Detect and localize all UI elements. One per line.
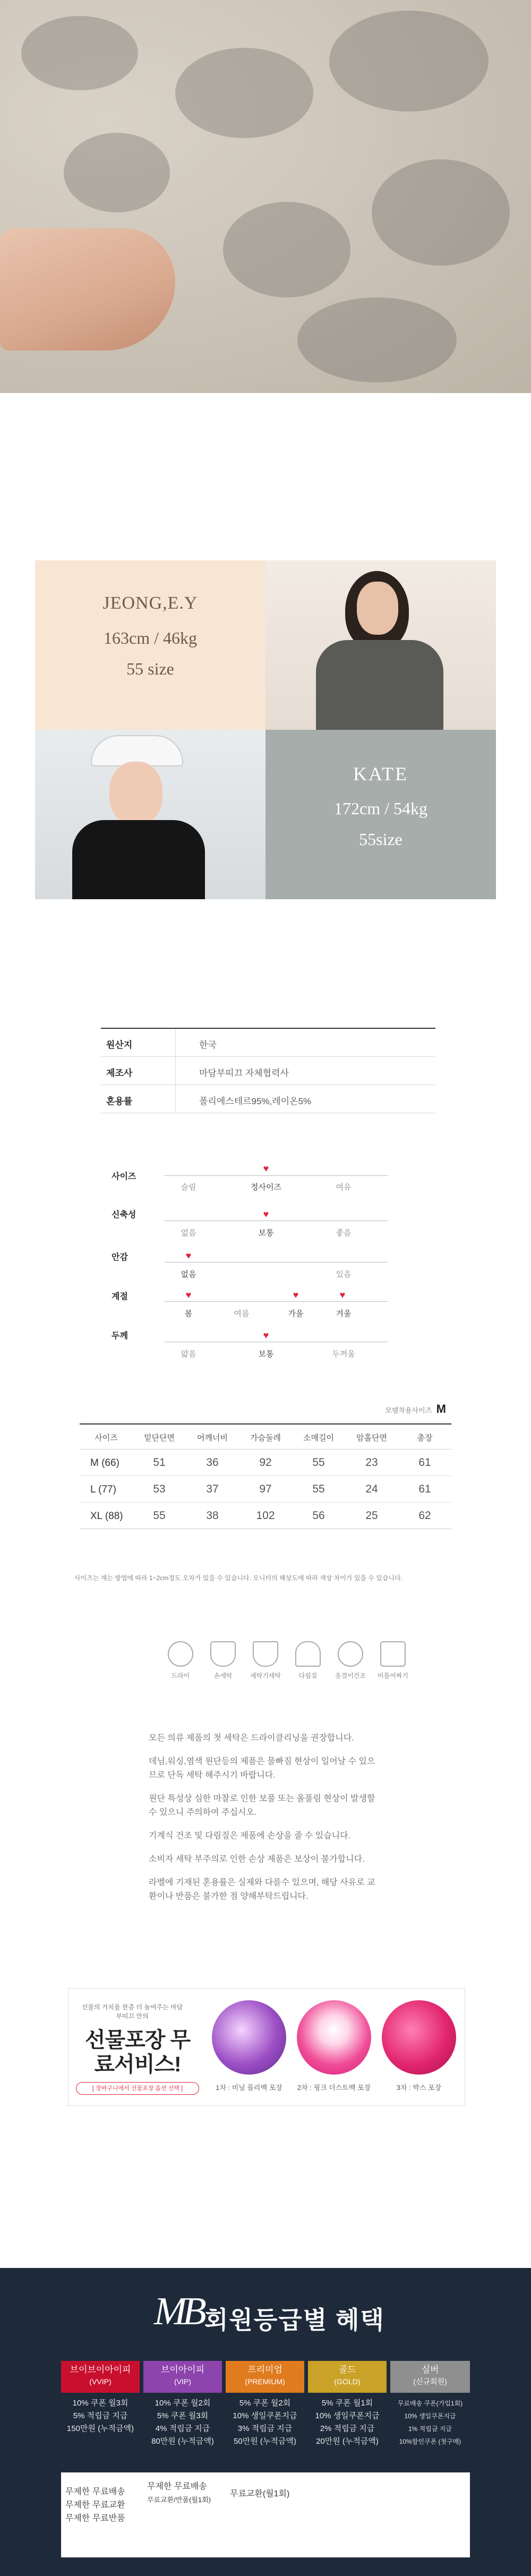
tier-benefit: 2% 적립금 지급 bbox=[320, 2424, 375, 2433]
fit-option: 얇음 bbox=[181, 1350, 196, 1359]
fit-selected-marker: ♥ bbox=[293, 1290, 299, 1300]
model-name-kate: KATE bbox=[353, 763, 408, 784]
fit-option: 두꺼움 bbox=[332, 1350, 355, 1359]
fit-option: 보통 bbox=[258, 1350, 274, 1359]
tier-code: (VIP) bbox=[174, 2377, 191, 2386]
care-label: 비틀어짜기 bbox=[378, 1672, 408, 1679]
size-cell: 51 bbox=[153, 1456, 166, 1469]
gift-caption: 2차 : 핑크 더스트백 포장 bbox=[297, 2084, 371, 2092]
tier-benefit: 10% 생일쿠폰지급 bbox=[315, 2411, 380, 2420]
model-photo-kate bbox=[35, 730, 266, 899]
size-cell: 23 bbox=[365, 1456, 378, 1469]
info-value: 한국 bbox=[199, 1040, 217, 1050]
model-stats-jeong: 163cm / 46kg bbox=[104, 628, 197, 647]
care-note: 데님,워싱,염색 원단등의 제품은 물빠짐 현상이 일어날 수 있으므로 단독 세탁 해주시기 바랍니다. bbox=[149, 1757, 375, 1780]
tier-code: (PREMIUM) bbox=[245, 2377, 285, 2386]
fit-option: 여름 bbox=[234, 1309, 250, 1318]
model-size-note bbox=[372, 1402, 446, 1416]
size-header: 어깨너비 bbox=[197, 1434, 228, 1443]
care-note: 모든 의류 제품의 첫 세탁은 드라이클리닝을 권장합니다. bbox=[149, 1734, 354, 1743]
extra-benefit: 무제한 무료반품 bbox=[65, 2514, 125, 2523]
tier-silver bbox=[390, 2361, 470, 2462]
no-bleach-icon bbox=[253, 1641, 278, 1667]
care-note: 소비자 세탁 부주의로 인한 손상 제품은 보상이 불가합니다. bbox=[149, 1855, 365, 1864]
hand-wash-icon bbox=[210, 1641, 236, 1667]
size-header: 밑단단면 bbox=[144, 1434, 175, 1443]
care-note: 기계식 건조 및 다림질은 제품에 손상을 줄 수 있습니다. bbox=[149, 1831, 351, 1840]
extra-benefit-group bbox=[65, 2485, 125, 2525]
size-cell: 37 bbox=[206, 1483, 219, 1495]
tier-vip bbox=[143, 2361, 222, 2462]
size-header: 소매길이 bbox=[303, 1434, 334, 1443]
fit-option: 없음 bbox=[181, 1229, 196, 1238]
extra-benefit-group bbox=[147, 2480, 211, 2506]
size-header: 총장 bbox=[417, 1434, 433, 1443]
fit-label-season: 계절 bbox=[112, 1292, 128, 1301]
extra-benefit: 무제한 무료배송 bbox=[147, 2482, 207, 2491]
fit-selected-marker: ♥ bbox=[263, 1209, 269, 1219]
fit-selected-marker: ♥ bbox=[263, 1163, 269, 1174]
model-name-jeong: JEONG,E.Y bbox=[102, 593, 198, 613]
brand-logo: MB bbox=[154, 2290, 202, 2333]
tier-benefit: 무료배송 쿠폰(가입1회) bbox=[397, 2400, 463, 2407]
care-label: 드라이 bbox=[171, 1672, 190, 1679]
size-cell: 53 bbox=[153, 1483, 166, 1495]
fit-selected-marker: ♥ bbox=[185, 1290, 192, 1300]
fit-scale bbox=[101, 1163, 430, 1392]
membership-extra bbox=[61, 2472, 470, 2557]
tier-benefit: 10% 쿠폰 월2회 bbox=[155, 2399, 211, 2408]
model-size-value: M bbox=[436, 1402, 446, 1415]
size-cell: 55 bbox=[312, 1456, 325, 1469]
fit-option: 정사이즈 bbox=[251, 1183, 281, 1192]
model-stats-kate: 172cm / 54kg bbox=[334, 799, 427, 818]
fit-option: 슬림 bbox=[181, 1183, 196, 1192]
care-label: 손세탁 bbox=[213, 1672, 233, 1679]
size-cell: 24 bbox=[365, 1483, 378, 1495]
tier-benefit: 5% 쿠폰 월3회 bbox=[157, 2411, 209, 2420]
fit-selected-marker: ♥ bbox=[263, 1330, 269, 1341]
tier-name: 실버 bbox=[421, 2365, 439, 2375]
model-size-jeong: 55 size bbox=[126, 659, 174, 678]
tier-benefit: 10% 생일쿠폰지급 bbox=[404, 2412, 456, 2420]
product-detail-photo bbox=[0, 0, 531, 393]
fit-option: 없음 bbox=[181, 1270, 196, 1279]
tier-benefit: 5% 쿠폰 월2회 bbox=[239, 2399, 291, 2408]
care-note: 라벨에 기재된 혼용률은 실제와 다를수 있으며, 해당 사유로 교환이나 반품은 불가한 점 양해부탁드립니다. bbox=[149, 1878, 375, 1901]
model-size-note-label: 모델착용사이즈 bbox=[385, 1406, 432, 1414]
care-notes bbox=[149, 1731, 382, 1904]
tier-name: 프리미엄 bbox=[247, 2365, 282, 2375]
info-value: 폴리에스테르95%,레이온5% bbox=[199, 1096, 312, 1106]
size-row-label: M (66) bbox=[90, 1457, 119, 1469]
model-info-section bbox=[35, 560, 496, 899]
size-cell: 55 bbox=[153, 1509, 166, 1522]
info-label: 혼용률 bbox=[106, 1096, 133, 1106]
size-cell: 55 bbox=[312, 1483, 325, 1495]
tier-gold bbox=[308, 2361, 387, 2462]
tier-benefit: 3% 적립금 지급 bbox=[237, 2424, 293, 2433]
care-label: 다림질 bbox=[298, 1672, 318, 1679]
tier-benefit: 10%할인쿠폰 (첫구매) bbox=[399, 2438, 461, 2445]
dry-clean-icon bbox=[168, 1641, 193, 1667]
fit-option: 좋음 bbox=[336, 1229, 352, 1238]
size-cell: 92 bbox=[259, 1456, 272, 1469]
extra-benefit: 무제한 무료배송 bbox=[65, 2487, 125, 2496]
gift-photo-1 bbox=[212, 2000, 286, 2075]
tier-benefit: 1% 적립금 지급 bbox=[408, 2425, 452, 2433]
extra-benefit: 무료교환(월1회) bbox=[230, 2489, 290, 2498]
size-cell: 38 bbox=[206, 1509, 219, 1522]
shade-dry-icon bbox=[338, 1641, 363, 1667]
tier-code: (GOLD) bbox=[334, 2377, 361, 2386]
tier-vvip bbox=[61, 2361, 140, 2462]
tier-benefit: 80만원 (누적금액) bbox=[151, 2437, 214, 2446]
size-cell: 61 bbox=[418, 1456, 431, 1469]
tier-benefit: 20만원 (누적금액) bbox=[316, 2437, 379, 2446]
gift-caption: 3차 : 박스 포장 bbox=[396, 2084, 442, 2092]
gift-photo-3 bbox=[382, 2000, 456, 2075]
fit-selected-marker: ♥ bbox=[339, 1290, 346, 1300]
membership-section bbox=[0, 2268, 531, 2576]
tier-benefit: 50만원 (누적금액) bbox=[234, 2437, 296, 2446]
size-header: 가슴둘레 bbox=[250, 1434, 281, 1443]
tier-name: 브이아이피 bbox=[160, 2365, 205, 2375]
fit-option: 가을 bbox=[288, 1309, 304, 1318]
care-label: 세탁기세탁 bbox=[250, 1672, 281, 1679]
tier-premium bbox=[226, 2361, 304, 2462]
tier-benefit: 10% 생일쿠폰지급 bbox=[233, 2411, 297, 2420]
size-cell: 62 bbox=[418, 1509, 431, 1522]
extra-benefit: 무제한 무료교환 bbox=[65, 2501, 125, 2510]
model-photo-jeong bbox=[266, 560, 496, 730]
model-size-kate: 55size bbox=[359, 830, 402, 849]
size-cell: 36 bbox=[206, 1456, 219, 1469]
tier-benefit: 5% 쿠폰 월1회 bbox=[321, 2399, 373, 2408]
info-row bbox=[101, 1085, 435, 1113]
no-tumble-dry-icon bbox=[380, 1641, 406, 1667]
fit-option: 있음 bbox=[336, 1270, 352, 1279]
gift-wrap-banner[interactable] bbox=[68, 1988, 465, 2106]
gift-caption: 1차 : 비닐 플리백 포장 bbox=[216, 2084, 282, 2092]
info-row bbox=[101, 1057, 435, 1085]
fit-label-lining: 안감 bbox=[112, 1253, 128, 1262]
tier-benefit: 5% 적립금 지급 bbox=[73, 2411, 128, 2420]
fit-label-stretch: 신축성 bbox=[112, 1210, 136, 1219]
size-header: 사이즈 bbox=[95, 1434, 118, 1443]
size-row-label: L (77) bbox=[90, 1484, 116, 1495]
tier-benefit: 150만원 (누적금액) bbox=[66, 2424, 134, 2433]
size-cell: 25 bbox=[365, 1509, 378, 1522]
fit-option: 봄 bbox=[184, 1309, 193, 1318]
tier-code: (VVIP) bbox=[89, 2377, 112, 2386]
fit-label-thickness: 두께 bbox=[112, 1332, 128, 1341]
size-cell: 61 bbox=[418, 1483, 431, 1495]
extra-benefit-group bbox=[230, 2487, 289, 2501]
fit-label-size: 사이즈 bbox=[112, 1172, 136, 1181]
tier-benefit: 4% 적립금 지급 bbox=[155, 2424, 210, 2433]
ironing-icon bbox=[295, 1641, 321, 1667]
size-row-label: XL (88) bbox=[90, 1511, 123, 1522]
care-note: 원단 특성상 심한 마찰로 인한 보풀 또는 올풀림 현상이 발생할 수 있으니 주의하여 주십시오. bbox=[149, 1794, 375, 1817]
tier-name: 골드 bbox=[338, 2365, 356, 2375]
size-footnote: 사이즈는 재는 방법에 따라 1~2cm정도 오차가 있을 수 있습니다. 모니터의 해상도에 따라 색상 차이가 있을 수 있습니다. bbox=[74, 1574, 403, 1582]
tier-code: (신규회원) bbox=[413, 2377, 447, 2386]
care-label: 옷걸이건조 bbox=[335, 1672, 366, 1679]
info-label: 제조사 bbox=[106, 1068, 133, 1078]
info-label: 원산지 bbox=[106, 1040, 133, 1050]
extra-benefit: 무료교환/반품(월1회) bbox=[147, 2496, 211, 2504]
gift-photo-2 bbox=[297, 2000, 371, 2075]
fit-selected-marker: ♥ bbox=[185, 1250, 192, 1261]
gift-intro: 선물의 가치를 한층 더 높여주는 마담부띠끄 만의 bbox=[81, 2003, 183, 2020]
size-table bbox=[80, 1423, 451, 1530]
tier-benefit: 10% 쿠폰 월3회 bbox=[72, 2399, 129, 2408]
fit-option: 겨울 bbox=[336, 1309, 352, 1318]
info-row bbox=[101, 1029, 435, 1057]
size-cell: 56 bbox=[312, 1509, 325, 1522]
size-cell: 97 bbox=[259, 1483, 272, 1495]
info-value: 마담부띠끄 자체협력사 bbox=[199, 1068, 289, 1078]
size-cell: 102 bbox=[256, 1509, 275, 1522]
tier-name: 브이브이아이피 bbox=[70, 2365, 131, 2375]
size-header: 암홀단면 bbox=[356, 1434, 387, 1443]
care-icons bbox=[159, 1641, 414, 1689]
membership-title: 회원등급별 혜택 bbox=[204, 2306, 385, 2334]
gift-note: [ 장바구니에서 선물포장 옵션 선택 ] bbox=[76, 2082, 199, 2095]
fit-option: 보통 bbox=[258, 1229, 274, 1238]
gift-title: 선물포장 무료서비스! bbox=[84, 2028, 191, 2076]
fit-option: 여유 bbox=[336, 1183, 352, 1192]
